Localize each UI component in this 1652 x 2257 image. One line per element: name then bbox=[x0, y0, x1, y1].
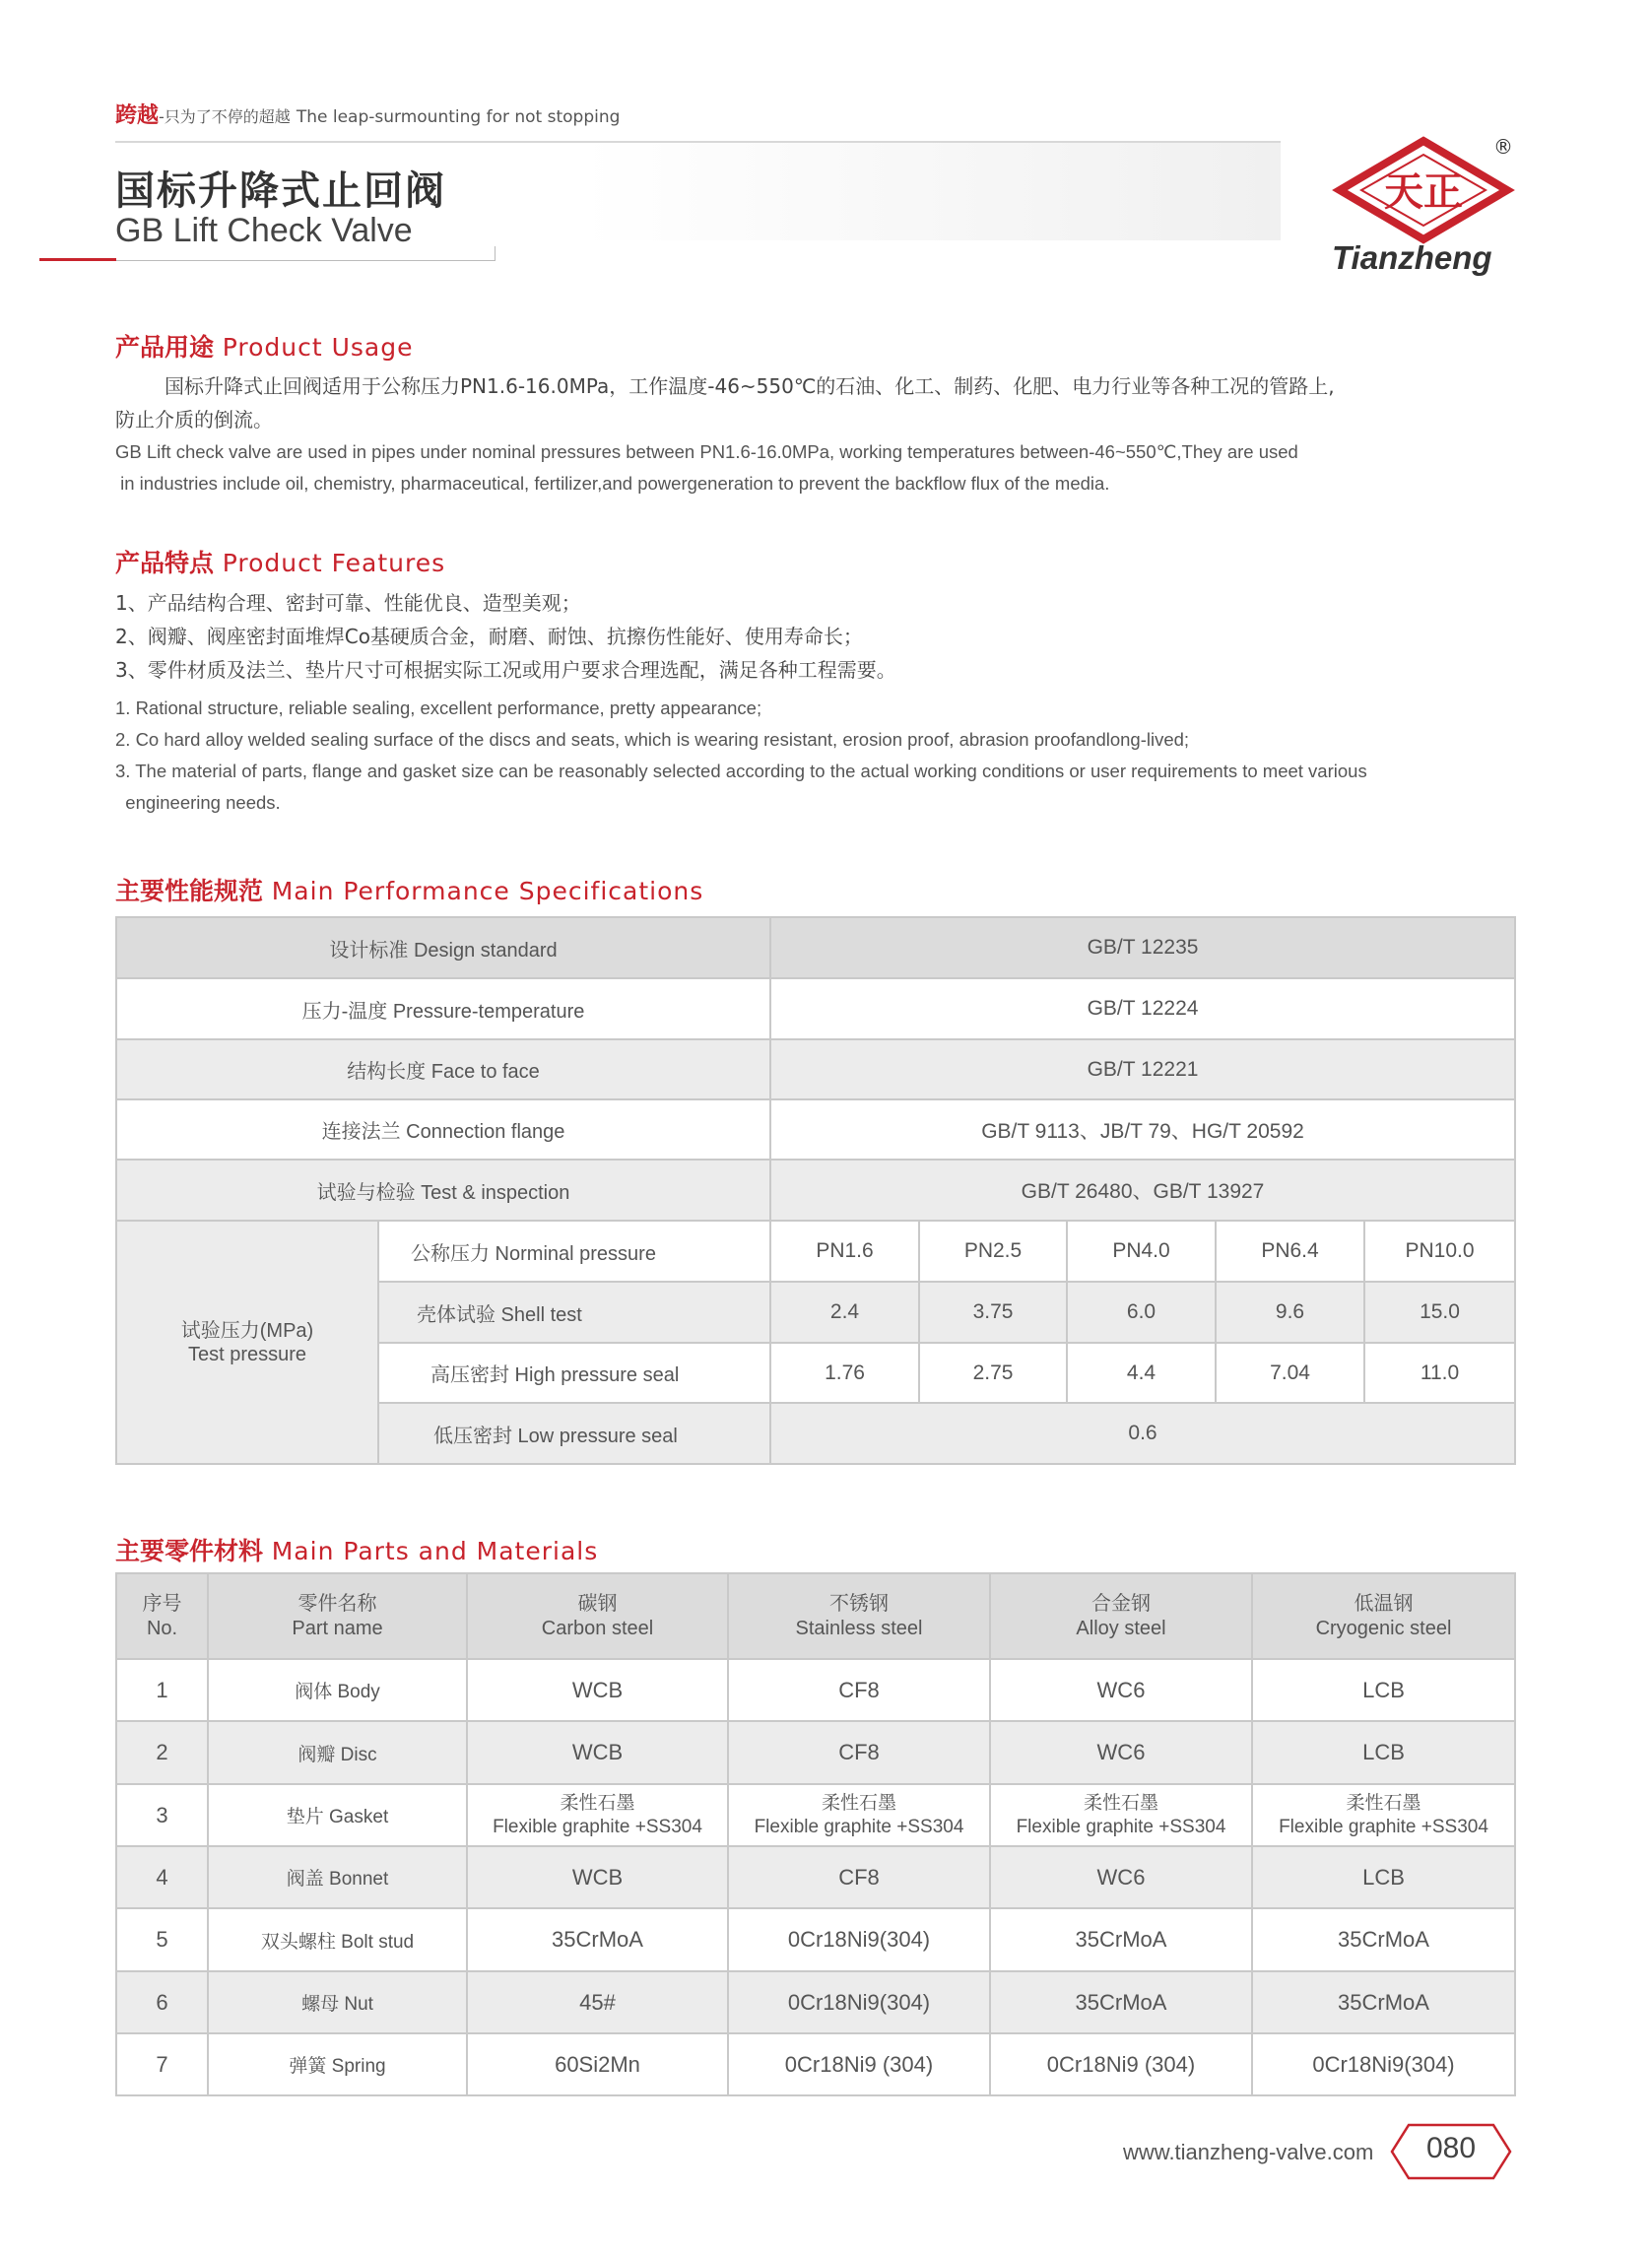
materials-title-en: Main Parts and Materials bbox=[271, 1537, 599, 1565]
high-seal-value: 11.0 bbox=[1364, 1343, 1515, 1403]
low-seal-label: 低压密封 Low pressure seal bbox=[378, 1403, 770, 1464]
cell-cn: 柔性石墨 bbox=[1346, 1792, 1421, 1814]
logo-brand-text: Tianzheng bbox=[1332, 239, 1492, 276]
table-row bbox=[116, 1846, 1515, 1908]
shell-value: 3.75 bbox=[919, 1282, 1067, 1343]
row-alloy: 35CrMoA bbox=[990, 1971, 1252, 2033]
row-stainless: CF8 bbox=[728, 1846, 990, 1908]
spec-value: GB/T 12235 bbox=[770, 917, 1515, 978]
spec-value: GB/T 9113、JB/T 79、HG/T 20592 bbox=[770, 1099, 1515, 1160]
row-cryogenic: LCB bbox=[1252, 1659, 1515, 1721]
row-part: 垫片 Gasket bbox=[208, 1784, 467, 1846]
table-row bbox=[116, 1784, 1515, 1846]
row-cryogenic: LCB bbox=[1252, 1721, 1515, 1784]
page-title-cn: 国标升降式止回阀 bbox=[115, 168, 446, 214]
spec-label: 结构长度 Face to face bbox=[116, 1039, 770, 1099]
specs-title-cn: 主要性能规范 bbox=[115, 877, 264, 905]
spec-label: 连接法兰 Connection flange bbox=[116, 1099, 770, 1160]
shell-value: 2.4 bbox=[770, 1282, 919, 1343]
row-cryogenic: 35CrMoA bbox=[1252, 1971, 1515, 2033]
usage-cn-line-1: 国标升降式止回阀适用于公称压力PN1.6-16.0MPa，工作温度-46~550℃的石油、化工、制药、化肥、电力行业等各种工况的管路上, bbox=[165, 374, 1335, 398]
row-no: 6 bbox=[116, 1971, 208, 2033]
row-carbon: WCB bbox=[467, 1659, 728, 1721]
row-no: 4 bbox=[116, 1846, 208, 1908]
materials-title-cn: 主要零件材料 bbox=[115, 1537, 264, 1565]
test-pressure-en: Test pressure bbox=[187, 1343, 307, 1365]
row-cryogenic: 35CrMoA bbox=[1252, 1908, 1515, 1971]
row-stainless: CF8 bbox=[728, 1721, 990, 1784]
row-alloy: WC6 bbox=[990, 1659, 1252, 1721]
title-underline bbox=[116, 260, 496, 261]
header-cn: 不锈钢 bbox=[829, 1592, 889, 1615]
title-accent-line bbox=[39, 258, 116, 261]
nominal-label: 公称压力 Norminal pressure bbox=[378, 1221, 770, 1282]
row-carbon: WCB bbox=[467, 1721, 728, 1784]
header-divider bbox=[115, 141, 1281, 143]
header-en: Part name bbox=[292, 1617, 383, 1639]
col-header-alloy bbox=[990, 1573, 1252, 1659]
cell-en: Flexible graphite +SS304 bbox=[1016, 1816, 1226, 1837]
row-carbon: 60Si2Mn bbox=[467, 2033, 728, 2095]
row-stainless: 0Cr18Ni9 (304) bbox=[728, 2033, 990, 2095]
slogan bbox=[115, 99, 620, 129]
table-row bbox=[116, 1721, 1515, 1784]
table-row bbox=[116, 1971, 1515, 2033]
cell-cn: 柔性石墨 bbox=[560, 1792, 635, 1814]
slogan-red: 跨越 bbox=[115, 103, 160, 128]
high-seal-label: 高压密封 High pressure seal bbox=[378, 1343, 770, 1403]
usage-title-en: Product Usage bbox=[222, 333, 414, 362]
spec-value: GB/T 12224 bbox=[770, 978, 1515, 1039]
table-row bbox=[116, 1659, 1515, 1721]
features-title-cn: 产品特点 bbox=[115, 549, 215, 577]
feature-en-1: 1. Rational structure, reliable sealing, excellent performance, pretty appearance; bbox=[115, 697, 762, 718]
spec-row bbox=[116, 1099, 1515, 1160]
feature-cn-3: 3、零件材质及法兰、垫片尺寸可根据实际工况或用户要求合理选配，满足各种工程需要。 bbox=[115, 658, 896, 682]
row-carbon bbox=[467, 1784, 728, 1846]
row-stainless: CF8 bbox=[728, 1659, 990, 1721]
row-no: 7 bbox=[116, 2033, 208, 2095]
features-text bbox=[115, 586, 1514, 819]
spec-label: 试验与检验 Test & inspection bbox=[116, 1160, 770, 1221]
row-no: 2 bbox=[116, 1721, 208, 1784]
spec-value: GB/T 12221 bbox=[770, 1039, 1515, 1099]
slogan-cn: -只为了不停的超越 bbox=[159, 107, 291, 126]
usage-en-line-2: in industries include oil, chemistry, pharmaceutical, fertilizer,and powergeneration to prevent the backflow flux of the media. bbox=[115, 473, 1110, 494]
row-cryogenic: LCB bbox=[1252, 1846, 1515, 1908]
row-part: 螺母 Nut bbox=[208, 1971, 467, 2033]
nominal-value: PN2.5 bbox=[919, 1221, 1067, 1282]
header-cn: 低温钢 bbox=[1354, 1592, 1414, 1615]
usage-cn-line-2: 防止介质的倒流。 bbox=[115, 408, 273, 431]
high-seal-value: 4.4 bbox=[1067, 1343, 1216, 1403]
header-cn: 碳钢 bbox=[577, 1592, 618, 1615]
materials-table bbox=[115, 1572, 1516, 2096]
row-alloy: WC6 bbox=[990, 1721, 1252, 1784]
row-alloy: 35CrMoA bbox=[990, 1908, 1252, 1971]
cell-en: Flexible graphite +SS304 bbox=[493, 1816, 702, 1837]
header-en: No. bbox=[146, 1617, 178, 1639]
shell-value: 6.0 bbox=[1067, 1282, 1216, 1343]
feature-en-3: 3. The material of parts, flange and gasket size can be reasonably selected according to the actual working conditions or user requirements to meet various bbox=[115, 761, 1367, 781]
shell-value: 9.6 bbox=[1216, 1282, 1364, 1343]
header-en: Cryogenic steel bbox=[1315, 1617, 1452, 1639]
nominal-value: PN4.0 bbox=[1067, 1221, 1216, 1282]
specs-table bbox=[115, 916, 1516, 1465]
header-cn: 零件名称 bbox=[297, 1592, 377, 1615]
low-seal-value: 0.6 bbox=[770, 1403, 1515, 1464]
spec-row bbox=[116, 917, 1515, 978]
row-part: 阀体 Body bbox=[208, 1659, 467, 1721]
feature-cn-1: 1、产品结构合理、密封可靠、性能优良、造型美观； bbox=[115, 591, 581, 615]
cell-cn: 柔性石墨 bbox=[821, 1792, 896, 1814]
spec-row-nominal bbox=[116, 1221, 1515, 1282]
row-cryogenic: 0Cr18Ni9(304) bbox=[1252, 2033, 1515, 2095]
page-number: 080 bbox=[1425, 2132, 1477, 2164]
header-en: Alloy steel bbox=[1076, 1617, 1166, 1639]
test-pressure-label bbox=[116, 1221, 378, 1464]
feature-cn-2: 2、阀瓣、阀座密封面堆焊Co基硬质合金，耐磨、耐蚀、抗擦伤性能好、使用寿命长； bbox=[115, 625, 863, 648]
spec-row bbox=[116, 978, 1515, 1039]
specs-title-en: Main Performance Specifications bbox=[271, 877, 704, 905]
usage-title-cn: 产品用途 bbox=[115, 333, 215, 362]
shell-label: 壳体试验 Shell test bbox=[378, 1282, 770, 1343]
row-no: 3 bbox=[116, 1784, 208, 1846]
high-seal-value: 7.04 bbox=[1216, 1343, 1364, 1403]
row-no: 5 bbox=[116, 1908, 208, 1971]
row-part: 双头螺柱 Bolt stud bbox=[208, 1908, 467, 1971]
logo-cn-text: 天正 bbox=[1384, 169, 1463, 215]
nominal-value: PN6.4 bbox=[1216, 1221, 1364, 1282]
spec-label: 设计标准 Design standard bbox=[116, 917, 770, 978]
col-header-part bbox=[208, 1573, 467, 1659]
test-pressure-cn: 试验压力(MPa) bbox=[180, 1319, 314, 1342]
usage-en-line-1: GB Lift check valve are used in pipes under nominal pressures between PN1.6-16.0MPa, working temperatures between-46~550℃,They are used bbox=[115, 441, 1298, 462]
usage-title bbox=[115, 328, 414, 364]
specs-title bbox=[115, 872, 703, 907]
header-cn: 序号 bbox=[142, 1592, 182, 1615]
materials-title bbox=[115, 1532, 598, 1567]
materials-header-row bbox=[116, 1573, 1515, 1659]
col-header-no bbox=[116, 1573, 208, 1659]
nominal-value: PN10.0 bbox=[1364, 1221, 1515, 1282]
cell-en: Flexible graphite +SS304 bbox=[1279, 1816, 1488, 1837]
spec-row bbox=[116, 1039, 1515, 1099]
high-seal-value: 1.76 bbox=[770, 1343, 919, 1403]
usage-text bbox=[115, 369, 1514, 499]
nominal-value: PN1.6 bbox=[770, 1221, 919, 1282]
row-carbon: 45# bbox=[467, 1971, 728, 2033]
row-stainless bbox=[728, 1784, 990, 1846]
shell-value: 15.0 bbox=[1364, 1282, 1515, 1343]
row-part: 阀盖 Bonnet bbox=[208, 1846, 467, 1908]
row-stainless: 0Cr18Ni9(304) bbox=[728, 1908, 990, 1971]
header-cn: 合金钢 bbox=[1091, 1592, 1151, 1615]
header-en: Carbon steel bbox=[541, 1617, 654, 1639]
row-carbon: 35CrMoA bbox=[467, 1908, 728, 1971]
table-row bbox=[116, 2033, 1515, 2095]
slogan-en: The leap-surmounting for not stopping bbox=[296, 107, 621, 127]
row-alloy bbox=[990, 1784, 1252, 1846]
page-title-en: GB Lift Check Valve bbox=[115, 212, 413, 249]
features-title-en: Product Features bbox=[222, 549, 446, 577]
high-seal-value: 2.75 bbox=[919, 1343, 1067, 1403]
cell-cn: 柔性石墨 bbox=[1083, 1792, 1158, 1814]
row-part: 阀瓣 Disc bbox=[208, 1721, 467, 1784]
title-underline-tick bbox=[495, 246, 496, 261]
col-header-stainless bbox=[728, 1573, 990, 1659]
features-title bbox=[115, 544, 445, 579]
col-header-cryogenic bbox=[1252, 1573, 1515, 1659]
table-row bbox=[116, 1908, 1515, 1971]
row-cryogenic bbox=[1252, 1784, 1515, 1846]
spec-label: 压力-温度 Pressure-temperature bbox=[116, 978, 770, 1039]
row-carbon: WCB bbox=[467, 1846, 728, 1908]
row-no: 1 bbox=[116, 1659, 208, 1721]
spec-row bbox=[116, 1160, 1515, 1221]
feature-en-4: engineering needs. bbox=[115, 792, 281, 813]
registered-mark: ® bbox=[1493, 135, 1513, 159]
footer-url: www.tianzheng-valve.com bbox=[1123, 2140, 1374, 2164]
row-stainless: 0Cr18Ni9(304) bbox=[728, 1971, 990, 2033]
row-alloy: WC6 bbox=[990, 1846, 1252, 1908]
cell-en: Flexible graphite +SS304 bbox=[754, 1816, 964, 1837]
feature-en-2: 2. Co hard alloy welded sealing surface of the discs and seats, which is wearing resistant, erosion proof, abrasion proofandlong-lived; bbox=[115, 729, 1190, 750]
row-part: 弹簧 Spring bbox=[208, 2033, 467, 2095]
header-en: Stainless steel bbox=[795, 1617, 923, 1639]
row-alloy: 0Cr18Ni9 (304) bbox=[990, 2033, 1252, 2095]
spec-value: GB/T 26480、GB/T 13927 bbox=[770, 1160, 1515, 1221]
col-header-carbon bbox=[467, 1573, 728, 1659]
